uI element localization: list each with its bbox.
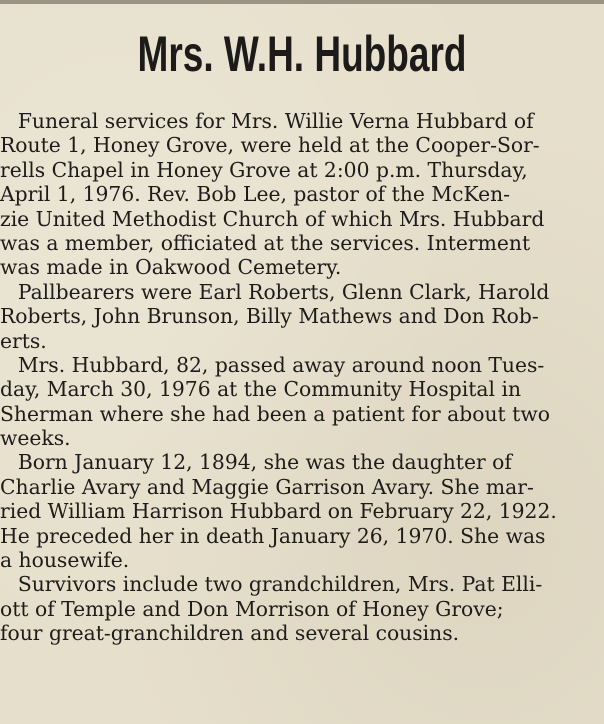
text-line: day, March 30, 1976 at the Community Hospital in: [0, 377, 522, 402]
paragraph-funeral-services: [0, 109, 604, 280]
text-line: April 1, 1976. Rev. Bob Lee, pastor of the McKen-: [0, 182, 511, 207]
text-line: Sherman where she had been a patient for about two: [0, 401, 550, 426]
text-line: Roberts, John Brunson, Billy Mathews and Don Rob-: [0, 304, 539, 329]
paragraph-pallbearers: [0, 280, 604, 353]
text-line: Funeral services for Mrs. Willie Verna Hubbard of: [17, 109, 534, 133]
paragraph-biography: [0, 450, 604, 572]
text-line: rells Chapel in Honey Grove at 2:00 p.m. Thursday,: [0, 157, 528, 182]
text-line: ried William Harrison Hubbard on February 22, 1922.: [0, 499, 557, 524]
text-line: four great-granchildren and several cousins.: [0, 621, 460, 646]
text-line: Mrs. Hubbard, 82, passed away around noon Tues-: [17, 352, 545, 377]
text-line: was made in Oakwood Cemetery.: [0, 255, 342, 280]
text-line: ott of Temple and Don Morrison of Honey Grove;: [0, 596, 504, 621]
text-line: zie United Methodist Church of which Mrs. Hubbard: [0, 206, 545, 231]
text-line: erts.: [0, 328, 47, 353]
text-line: He preceded her in death January 26, 1970. She was: [0, 523, 546, 548]
text-line: Route 1, Honey Grove, were held at the Cooper-Sor-: [0, 133, 540, 158]
headline: Mrs. W.H. Hubbard: [137, 26, 467, 82]
text-line: a housewife.: [0, 548, 130, 573]
top-rule: [0, 0, 604, 4]
text-line: Pallbearers were Earl Roberts, Glenn Clark, Harold: [17, 279, 550, 304]
text-line: weeks.: [0, 426, 71, 451]
obituary-text: [0, 109, 604, 646]
paragraph-passing: [0, 353, 604, 451]
text-line: Charlie Avary and Maggie Garrison Avary. She mar-: [0, 474, 534, 499]
paragraph-survivors: [0, 572, 604, 645]
text-line: Survivors include two grandchildren, Mrs. Pat Elli-: [17, 572, 543, 597]
text-line: Born January 12, 1894, she was the daughter of: [17, 450, 512, 475]
text-line: was a member, officiated at the services. Interment: [0, 230, 531, 255]
